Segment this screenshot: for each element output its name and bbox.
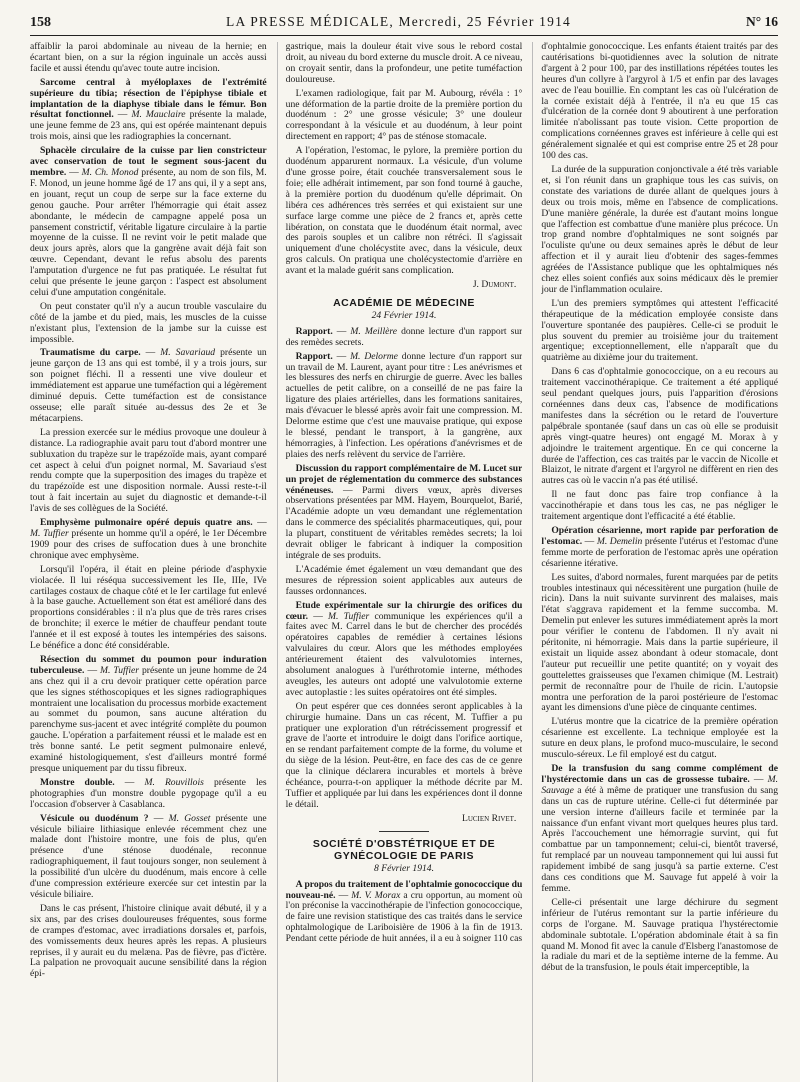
paragraph: L'Académie émet également un vœu demandant que des mesures de répression soient applicables aux auteurs de fausses ordonnances. — [285, 563, 523, 597]
signature: Lucien Rivet. — [461, 812, 517, 824]
section-heading: ACADÉMIE DE MÉDECINE — [333, 296, 475, 309]
article-rapport-delorme: Rapport. — M. Delorme donne lecture d'un rapport sur un travail de M. Laurent, ayant pour titre : Les anévrismes et les blessures des nerfs en chirurgie de guerre. Avec les balles actuelles de petit calibre, on a conseillé de ne pas faire la ligature des plaies artérielles, dans les formations sanitaires, mais d'évacuer le blessé après avoir fait une compression. M. Delorme estime que c'est une mauvaise pratique, qui expose le blessé, pendant le transport, à la gangrène, aux hémorragies, à l'infection. Les opérations d'anévrismes et de plaies des nerfs relèvent du service de l'arrière. — [285, 350, 523, 460]
article-author: M. Gosset — [168, 812, 211, 824]
article-title: Opération césarienne, mort rapide par perforation de l'estomac. — [541, 524, 779, 547]
paragraph: Dans le cas présent, l'histoire clinique avait débuté, il y a six ans, par des crises douloureuses fréquentes, sous forme de crampes d'estomac, avec irradiations dorsales et, parfois, des vomissements deux heures après les repas. A plusieurs reprises, il y aurait eu du melæna. Pas de fièvre, pas d'ictère. La palpation ne provoquait aucune sensibilité dans la région épi- — [30, 902, 267, 980]
article-author: M. Rouvillois — [144, 776, 204, 788]
article-text: présente un homme qu'il a opéré, le 1er Décembre 1909 pour des crises de suffocation dues à une bronchite chronique avec emphysème. — [30, 527, 267, 561]
article-author: M. Savariaud — [160, 347, 216, 359]
article-sarcome: Sarcome central à myéloplaxes de l'extrémité supérieure du tibia; résection de l'épiphyse tibiale et implantation de la diaphyse tibiale dans le fémur. Bon résultat fonctionnel. — M. Mauclaire présente la malade, une jeune femme de 23 ans, qui est opérée maintenant depuis trois mois, ainsi que les radiographies la concernant. — [30, 76, 267, 143]
article-author: M. Tuffier — [30, 527, 69, 539]
paragraph: d'ophtalmie gonococcique. Les enfants étaient traités par des cautérisations bi-quotidiennes avec la solution de nitrate d'argent à 2 pour 100, par des instillations répétées toutes les heures d'un collyre à l'argyrol à 1/5 et enfin par des lavages avec de l'eau bouillie. En comptant les cas où l'ulcération de la cornée existait déjà à l'entrée, il n'a eu que 15 cas d'ulcération de la cornée dont 9 aboutirent à une perforation limitée n'abolissant pas toute vision. Cette proportion de complications cornéennes graves est inférieure à celle qui est généralement signalée et qui est comprise entre 25 et 28 pour 100 des cas. — [541, 42, 779, 162]
column-1 — [30, 42, 267, 1082]
paragraph: La durée de la suppuration conjonctivale a été très variable et, si l'on réunit dans un graphique tous les cas suivis, on constate des variations de durée allant de quelques jours à deux ou trois mois, même en l'absence de complications. D'une manière générale, la durée est d'autant moins longue que l'affection est combattue d'une manière plus précoce. Un trop grand nombre d'ophtalmiques ne sont soignés par l'oculiste qu'une ou deux semaines après le début de leur affection et il y aurait lieu d'obtenir des sages-femmes agréées de l'Assistance publique que les ophtalmiques nés chez elles soient confiés aux soins médicaux dès le premier jour de l'inflammation oculaire. — [541, 163, 779, 295]
article-ophtalmie: A propos du traitement de l'ophtalmie gonococcique du nouveau-né. — M. V. Morax a cru opportun, au moment où l'on préconise la vaccinothérapie de l'infection gonococcique, de faire une revision statistique des cas traités dans le service ophtalmologique de Lariboisière de 1906 à la fin de 1913. Pendant cette période de huit années, il a eu à soigner 110 cas — [285, 878, 523, 945]
paragraph: L'examen radiologique, fait par M. Aubourg, révéla : 1° une déformation de la partie droite de la première portion du duodénum : 2° une grosse vésicule; 3° une douleur correspondant à la vésicule et au duodénum, à leur point directement en rapport; 4° pas de sténose stomacale. — [285, 87, 523, 143]
paragraph: L'utérus montre que la cicatrice de la première opération césarienne est excellente. La technique employée est la suture en deux plans, le profond muco-musculaire, le second musculo-séreux. Le fil employé est du catgut. — [541, 716, 779, 761]
article-text: présente les photographies d'un monstre double pygopage qu'il a eu l'occasion d'observer à Casablanca. — [30, 776, 267, 810]
article-transfusion: De la transfusion du sang comme complément de l'hystérectomie dans un cas de grossesse tubaire. — M. Sauvage a été à même de pratiquer une transfusion du sang dans un cas de rupture utérine. Celle-ci fut déterminée par une version interne d'ailleurs facile et terminée par la naissance d'un enfant vivant mort quelques heures plus tard. Après l'accouchement une hémorragie survint, qui fut combattue par un tamponnement; celui-ci, bientôt traversé, fut remplacé par un nouveau tamponnement qui lui aussi fut rapidement imbibé de sang jusqu'à sa partie externe. C'est dans ces conditions que M. Sauvage fut appelé à voir la femme. — [541, 763, 779, 894]
article-author: M. Tuffier — [100, 664, 139, 676]
article-text: donne lecture d'un rapport sur un travail de M. Laurent, ayant pour titre : Les anévrismes et les blessures des nerfs en chirurgie de guerre. Avec les balles actuelles de petit calibre, on a conseillé de ne pas faire la ligature des plaies artérielles, dans les formations sanitaires, mais d'évacuer le blessé après avoir fait une compression. M. Delorme estime que c'est une mauvaise pratique, qui expose le blessé, pendant le transport, à la gangrène, aux hémorragies, à l'infection. Les opérations d'anévrismes et de plaies des nerfs relèvent du service de l'arrière. — [285, 350, 523, 460]
article-text: a été à même de pratiquer une transfusion du sang dans un cas de rupture utérine. Celle-ci fut déterminée par une version interne d'ailleurs facile et terminée par la naissance d'un enfant vivant mort quelques heures plus tard. Après l'accouchement une hémorragie survint, qui fut combattue par un tamponnement; celui-ci, bientôt traversé, fut remplacé par un nouveau tamponnement qui lui aussi fut rapidement imbibé de sang jusqu'à sa partie externe. C'est dans ces conditions que M. Sauvage fut appelé à voir la femme. — [541, 784, 779, 894]
article-monstre-double: Monstre double. — M. Rouvillois présente les photographies d'un monstre double pygopage qu'il a eu l'occasion d'observer à Casablanca. — [30, 776, 267, 810]
paragraph: La pression exercée sur le médius provoque une douleur à distance. La radiographie avait paru tout d'abord montrer une subluxation du trapèze sur le trapézoïde mais, ayant comparé cet aspect à celui d'un poignet normal, M. Savariaud s'est rendu compte que la superposition des images du trapèze et du trapézoïde est une disposition normale. Aussi reste-t-il tout à fait incertain au sujet du diagnostic et demande-t-il l'avis de ses collègues de la Société. — [30, 426, 267, 515]
article-resection-poumon: Résection du sommet du poumon pour induration tuberculeuse. — M. Tuffier présente un jeune homme de 24 ans chez qui il a cru devoir pratiquer cette opération parce que les signes stéthoscopiques et les signes radiographiques montraient une localisation du processus morbide exactement au sommet du poumon, sans aucune altération du parenchyme sus-jacent et avec intégrité complète du poumon gauche. L'opération a parfaitement réussi et le malade est en très bonne santé. Le petit segment pulmonaire enlevé, examiné histologiquement, s'est d'ailleurs montré formé presque uniquement par du tissu fibreux. — [30, 653, 267, 774]
article-title: Discussion du rapport complémentaire de M. Lucet sur un projet de réglementation du commerce des substances vénéneuses. — [285, 462, 523, 496]
article-text: Parmi divers vœux, après diverses observations présentées par MM. Hayem, Bourquelot, Barié, l'Académie adopte un vœu demandant une réglementation dans le commerce des spécialités pharmaceutiques, qui, pour la plupart, constituent de véritables remèdes secrets; la loi devrait obliger le fabricant à indiquer la composition intégrale de ses produits. — [285, 484, 523, 561]
paragraph: On peut constater qu'il n'y a aucun trouble vasculaire du côté de la jambe et du pied, mais, les muscles de la cuisse n'existant plus, l'extension de la jambe sur la cuisse est impossible. — [30, 300, 267, 345]
article-title: Résection du sommet du poumon pour induration tuberculeuse. — [30, 653, 267, 676]
article-title: Sarcome central à myéloplaxes de l'extrémité supérieure du tibia; résection de l'épiphyse tibiale et implantation de la diaphyse tibiale dans le fémur. Bon résultat fonctionnel. — [30, 76, 267, 121]
article-cesarienne: Opération césarienne, mort rapide par perforation de l'estomac. — M. Demelin présente l'utérus et l'estomac d'une femme morte de perforation de l'estomac après une opération césarienne itérative. — [541, 524, 779, 569]
section-date: 24 Février 1914. — [371, 309, 437, 321]
divider — [379, 831, 429, 832]
article-title: Sphacèle circulaire de la cuisse par lien constricteur avec conservation de tout le segment sous-jacent du membre. — [30, 145, 267, 178]
paragraph: gastrique, mais la douleur était vive sous le rebord costal droit, au niveau du bord externe du muscle droit. A ce niveau, on croyait sentir, dans la profondeur, une petite tuméfaction douloureuse. — [285, 42, 523, 85]
article-author: M. Delorme — [350, 350, 398, 362]
paragraph: affaiblir la paroi abdominale au niveau de la hernie; en écartant bien, on a sur la région inguinale un accès aussi facile et aussi étendu qu'avec toute autre incision. — [30, 42, 267, 74]
paragraph: Il ne faut donc pas faire trop confiance à la vaccinothérapie et dans tous les cas, ne pas négliger le traitement argentique dont l'efficacité a été établie. — [541, 489, 779, 523]
article-vesicule: Vésicule ou duodénum ? — M. Gosset présente une vésicule biliaire lithiasique enlevée récemment chez une malade dont l'histoire montre, une fois de plus, qu'en présence d'une sténose duodénale, reconnue radiographiquement, il faut toujours songer, non seulement à la possibilité d'un ulcère du duodénum, mais encore à celle d'une compression extérieure exercée sur cet intestin par la vésicule biliaire. — [30, 812, 267, 900]
article-title: Etude expérimentale sur la chirurgie des orifices du cœur. — [285, 599, 523, 622]
article-discussion-lucet: Discussion du rapport complémentaire de M. Lucet sur un projet de réglementation du commerce des substances vénéneuses. — Parmi divers vœux, après diverses observations présentées par MM. Hayem, Bourquelot, Barié, l'Académie adopte un vœu demandant une réglementation dans le commerce des spécialités pharmaceutiques, qui, pour la plupart, constituent de véritables remèdes secrets; la loi devrait obliger le fabricant à indiquer la composition intégrale de ses produits. — [285, 462, 523, 561]
signature: J. Dumont. — [472, 279, 517, 291]
article-title: Rapport. — [295, 350, 333, 362]
article-text: présente un jeune homme de 24 ans chez qui il a cru devoir pratiquer cette opération parce que les signes stéthoscopiques et les signes radiographiques montraient une localisation du processus morbide exactement au sommet du poumon, sans aucune altération du parenchyme sus-jacent et avec intégrité complète du poumon gauche. L'opération a parfaitement réussi et le malade est en très bonne santé. Le petit segment pulmonaire enlevé, examiné histologiquement, s'est d'ailleurs montré formé presque uniquement par du tissu fibreux. — [30, 664, 267, 774]
article-sphacele: Sphacèle circulaire de la cuisse par lien constricteur avec conservation de tout le segment sous-jacent du membre. — M. Ch. Monod présente, au nom de son fils, M. F. Monod, un jeune homme âgé de 17 ans qui, il y a sept ans, en jouant, reçut un coup de serpe sur la face externe du genou gauche. Pour arrêter l'hémorragie qui était assez abondante, le médecin de campagne appelé posa un pansement constrictif, véritable ligature circulaire à la partie moyenne de la cuisse. Il ne revint voir le petit malade que deux jours après, alors que la gangrène avait déjà fait son œuvre. Cependant, devant le refus absolu des parents l'amputation d'urgence ne fut pas pratiquée. Le résultat fut celui que présente le jeune garçon : l'aspect est absolument celui d'une amputation congénitale. — [30, 145, 267, 298]
paragraph: L'un des premiers symptômes qui attestent l'efficacité thérapeutique de la médication employée consiste dans l'ouverture spontanée des paupières. Celle-ci se produit le plus souvent du premier au troisième jour du traitement argentique; exceptionnellement, elle n'apparaît que du quatrième au dixième jour du traitement. — [541, 297, 779, 364]
article-title: De la transfusion du sang comme complément de l'hystérectomie dans un cas de grossesse tubaire. — [541, 763, 779, 785]
section-heading: SOCIÉTÉ D'OBSTÉTRIQUE ET DE GYNÉCOLOGIE DE PARIS — [312, 837, 496, 862]
article-author: M. Tuffier — [328, 610, 370, 622]
article-text: présente, au nom de son fils, M. F. Monod, un jeune homme âgé de 17 ans qui, il y a sept ans, en jouant, reçut un coup de serpe sur la face externe du genou gauche. Pour arrêter l'hémorragie qui était assez abondante, le médecin de campagne appelé posa un pansement constrictif, véritable ligature circulaire à la partie moyenne de la cuisse. Il ne revint voir le petit malade que deux jours après, alors que la gangrène avait déjà fait son œuvre. Cependant, devant le refus absolu des parents l'amputation d'urgence ne fut pas pratiquée. Le résultat fut celui que présente le jeune garçon : l'aspect est absolument celui d'une amputation congénitale. — [30, 166, 267, 298]
paragraph: Celle-ci présentait une large déchirure du segment inférieur de l'utérus remontant sur la partie inférieure du corps de l'organe. M. Sauvage pratiqua l'hystérectomie abdominale subtotale. L'opération abdominale était à sa fin quand M. Monod fit avec la canule d'Elsberg l'anastomose de la radiale du mari et de la septième interne de la femme. Au début de la transfusion, le pouls était imperceptible, la — [541, 896, 779, 974]
paragraph: A l'opération, l'estomac, le pylore, la première portion du duodénum apparurent normaux. La vésicule, d'un volume d'une grosse poire, était couchée transversalement sous le foie; elle adhérait intimement, par son fond tourné à gauche, à la première portion du duodénum qu'elle déprimait. On libéra ces adhérences très serrées et qui existaient sur une surface large comme une pièce de 2 francs et, après cette libération, on constata que le duodénum était normal, avec des parois souples et un calibre non rétréci. Il s'agissait uniquement d'une cholécystite avec, dans la vésicule, deux gros calculs. On pratiqua une cholécystectomie d'arrière en avant et la malade guérit sans complication. — [285, 145, 523, 277]
article-author: M. Sauvage — [541, 773, 779, 796]
column-3 — [532, 42, 778, 1082]
article-text: présente un jeune garçon de 13 ans qui est tombé, il y a trois jours, sur son poignet fléchi. Il a ressenti une vive douleur et immédiatement est apparue une tuméfaction qui a légèrement diminué depuis. Cette tuméfaction est de consistance osseuse; elle paraît située au-dessus des 2e et 3e métacarpiens. — [30, 347, 267, 424]
paragraph: Lorsqu'il l'opéra, il était en pleine période d'asphyxie violacée. Il lui réséqua successivement les IIe, IIIe, IVe cartilages costaux de chaque côté et le Ier cartilage fut enlevé à la base gauche. Actuellement son état est amélioré dans des proportions considérables : il n'a plus que de très rares crises de bronchite; il exerce le métier de chauffeur pendant toute l'année et il est exposé à toutes les intempéries des saisons. Le bénéfice a donc été considérable. — [30, 563, 267, 652]
article-rapport-meillere: Rapport. — M. Meillère donne lecture d'un rapport sur des remèdes secrets. — [285, 325, 523, 348]
article-author: M. Meillère — [350, 325, 398, 337]
article-chirurgie-coeur: Etude expérimentale sur la chirurgie des orifices du cœur. — M. Tuffier communique les expériences qu'il a faites avec M. Carrel dans le but de chercher des procédés opératoires capables de remédier à certaines lésions valvulaires du cœur. Alors que les méthodes employées antérieurement étaient des valvulotomies internes, absolument analogues à l'uréthrotomie interne, méthodes aveugles, les auteurs ont adopté une valvulotomie externe avec autoplastie : les suites opératoires ont été simples. — [285, 599, 523, 698]
journal-title: LA PRESSE MÉDICALE, Mercredi, 25 Février 1914 — [226, 14, 571, 29]
article-author: M. V. Morax — [351, 889, 401, 901]
article-carpe: Traumatisme du carpe. — M. Savariaud présente un jeune garçon de 13 ans qui est tombé, il y a trois jours, sur son poignet fléchi. Il a ressenti une vive douleur et immédiatement est apparue une tuméfaction qui a légèrement diminué depuis. Cette tuméfaction est de consistance osseuse; elle paraît située au-dessus des 2e et 3e métacarpiens. — [30, 347, 267, 424]
article-title: Monstre double. — [40, 776, 115, 788]
article-author: M. Mauclaire — [131, 109, 186, 121]
paragraph: Les suites, d'abord normales, furent marquées par de petits troubles intestinaux qui nécessitèrent une purgation (huile de ricin). Dans la nuit suivante survinrent des malaises, mais l'état s'aggrava rapidement et la femme succomba. M. Demelin put enlever les sutures immédiatement après la mort pour vérifier le contenu de l'abdomen. Il n'y avait ni péritonite, ni hémorragie. Mais dans la partie supérieure, il existait un liquide assez abondant à odeur stomacale, dont l'auteur put recueillir une petite quantité; on y voyait des gouttelettes graisseuses que l'examen chimique (M. Lestrait) permit de reconnaître pour de l'huile de ricin. L'autopsie montra une perforation de la paroi postérieure de l'estomac ayant les dimensions d'une pièce de cinquante centimes. — [541, 571, 779, 714]
paragraph: Dans 6 cas d'ophtalmie gonococcique, on a eu recours au traitement vaccinothérapique. Ce traitement a été appliqué seul pendant quelques jours, puis l'apparition d'érosions cornéennes dans deux cas, l'absence de modifications manifestes dans la sécrétion ou le retard de l'ouverture palpébrale spontanée (sauf dans un cas où elle se produisit après vingt-quatre heures) ont engagé M. Morax à y adjoindre le traitement argentique. En ce qui concerne la durée de l'affection, ces cas traités par le vaccin de Nicolle et Blaizot, le nitrate d'argent et l'argyrol ne diffèrent en rien des autres cas où le vaccin n'a pas été utilisé. — [541, 366, 779, 487]
issue-number: N° 16 — [745, 14, 778, 29]
section-date: 8 Février 1914. — [374, 862, 434, 874]
columns — [30, 42, 778, 1082]
article-text: présente la malade, une jeune femme de 23 ans, qui est opérée maintenant depuis trois mois, ainsi que les radiographies la concernant. — [30, 109, 267, 143]
article-text: donne lecture d'un rapport sur des remèdes secrets. — [285, 325, 523, 348]
article-title: A propos du traitement de l'ophtalmie gonococcique du nouveau-né. — [285, 878, 523, 901]
article-title: Traumatisme du carpe. — [40, 347, 141, 359]
article-text: présente une vésicule biliaire lithiasique enlevée récemment chez une malade dont l'histoire montre, une fois de plus, qu'en présence d'une sténose duodénale, reconnue radiographiquement, il faut toujours songer, non seulement à la possibilité d'un ulcère du duodénum, mais encore à celle d'une compression extérieure exercée sur cet intestin par la vésicule biliaire. — [30, 812, 267, 900]
masthead — [30, 14, 778, 36]
article-title: Emphysème pulmonaire opéré depuis quatre ans. — [40, 517, 253, 529]
article-text: présente l'utérus et l'estomac d'une femme morte de perforation de l'estomac après une opération césarienne itérative. — [541, 535, 779, 569]
article-text: communique les expériences qu'il a faites avec M. Carrel dans le but de chercher des procédés opératoires capables de remédier à certaines lésions valvulaires du cœur. Alors que les méthodes employées antérieurement étaient des valvulotomies internes, absolument analogues à l'uréthrotomie interne, méthodes aveugles, les auteurs ont adopté une valvulotomie externe avec autoplastie : les suites opératoires ont été simples. — [285, 610, 523, 698]
article-emphyseme: Emphysème pulmonaire opéré depuis quatre ans. — M. Tuffier présente un homme qu'il a opéré, le 1er Décembre 1909 pour des crises de suffocation dues à une bronchite chronique avec emphysème. — [30, 517, 267, 561]
article-title: Vésicule ou duodénum ? — [40, 812, 149, 824]
article-text: a cru opportun, au moment où l'on préconise la vaccinothérapie de l'infection gonococcique, de faire une revision statistique des cas traités dans le service ophtalmologique de Lariboisière de 1906 à la fin de 1913. Pendant cette période de huit années, il a eu à soigner 110 cas — [285, 889, 523, 945]
article-author: M. Demelin — [596, 535, 643, 547]
article-title: Rapport. — [295, 325, 333, 337]
column-2 — [277, 42, 523, 1082]
paragraph: On peut espérer que ces données seront applicables à la chirurgie humaine. Dans un cas récent, M. Tuffier a pu pratiquer une exploration d'un rétrécissement progressif et grave de l'aorte et introduire le doigt dans l'orifice aortique, en se rendant parfaitement compte de la forme, du volume et du siège de la lésion. Peut-être, en face des cas de ce genre que la clinique déclarera incurables et mortels à brève échéance, pourra-t-on appliquer la méthode décrite par M. Tuffier et appliquée par lui dans les expériences dont il donne le détail. — [285, 700, 523, 810]
article-author: M. Ch. Monod — [81, 166, 139, 178]
page-number: 158 — [30, 15, 51, 30]
